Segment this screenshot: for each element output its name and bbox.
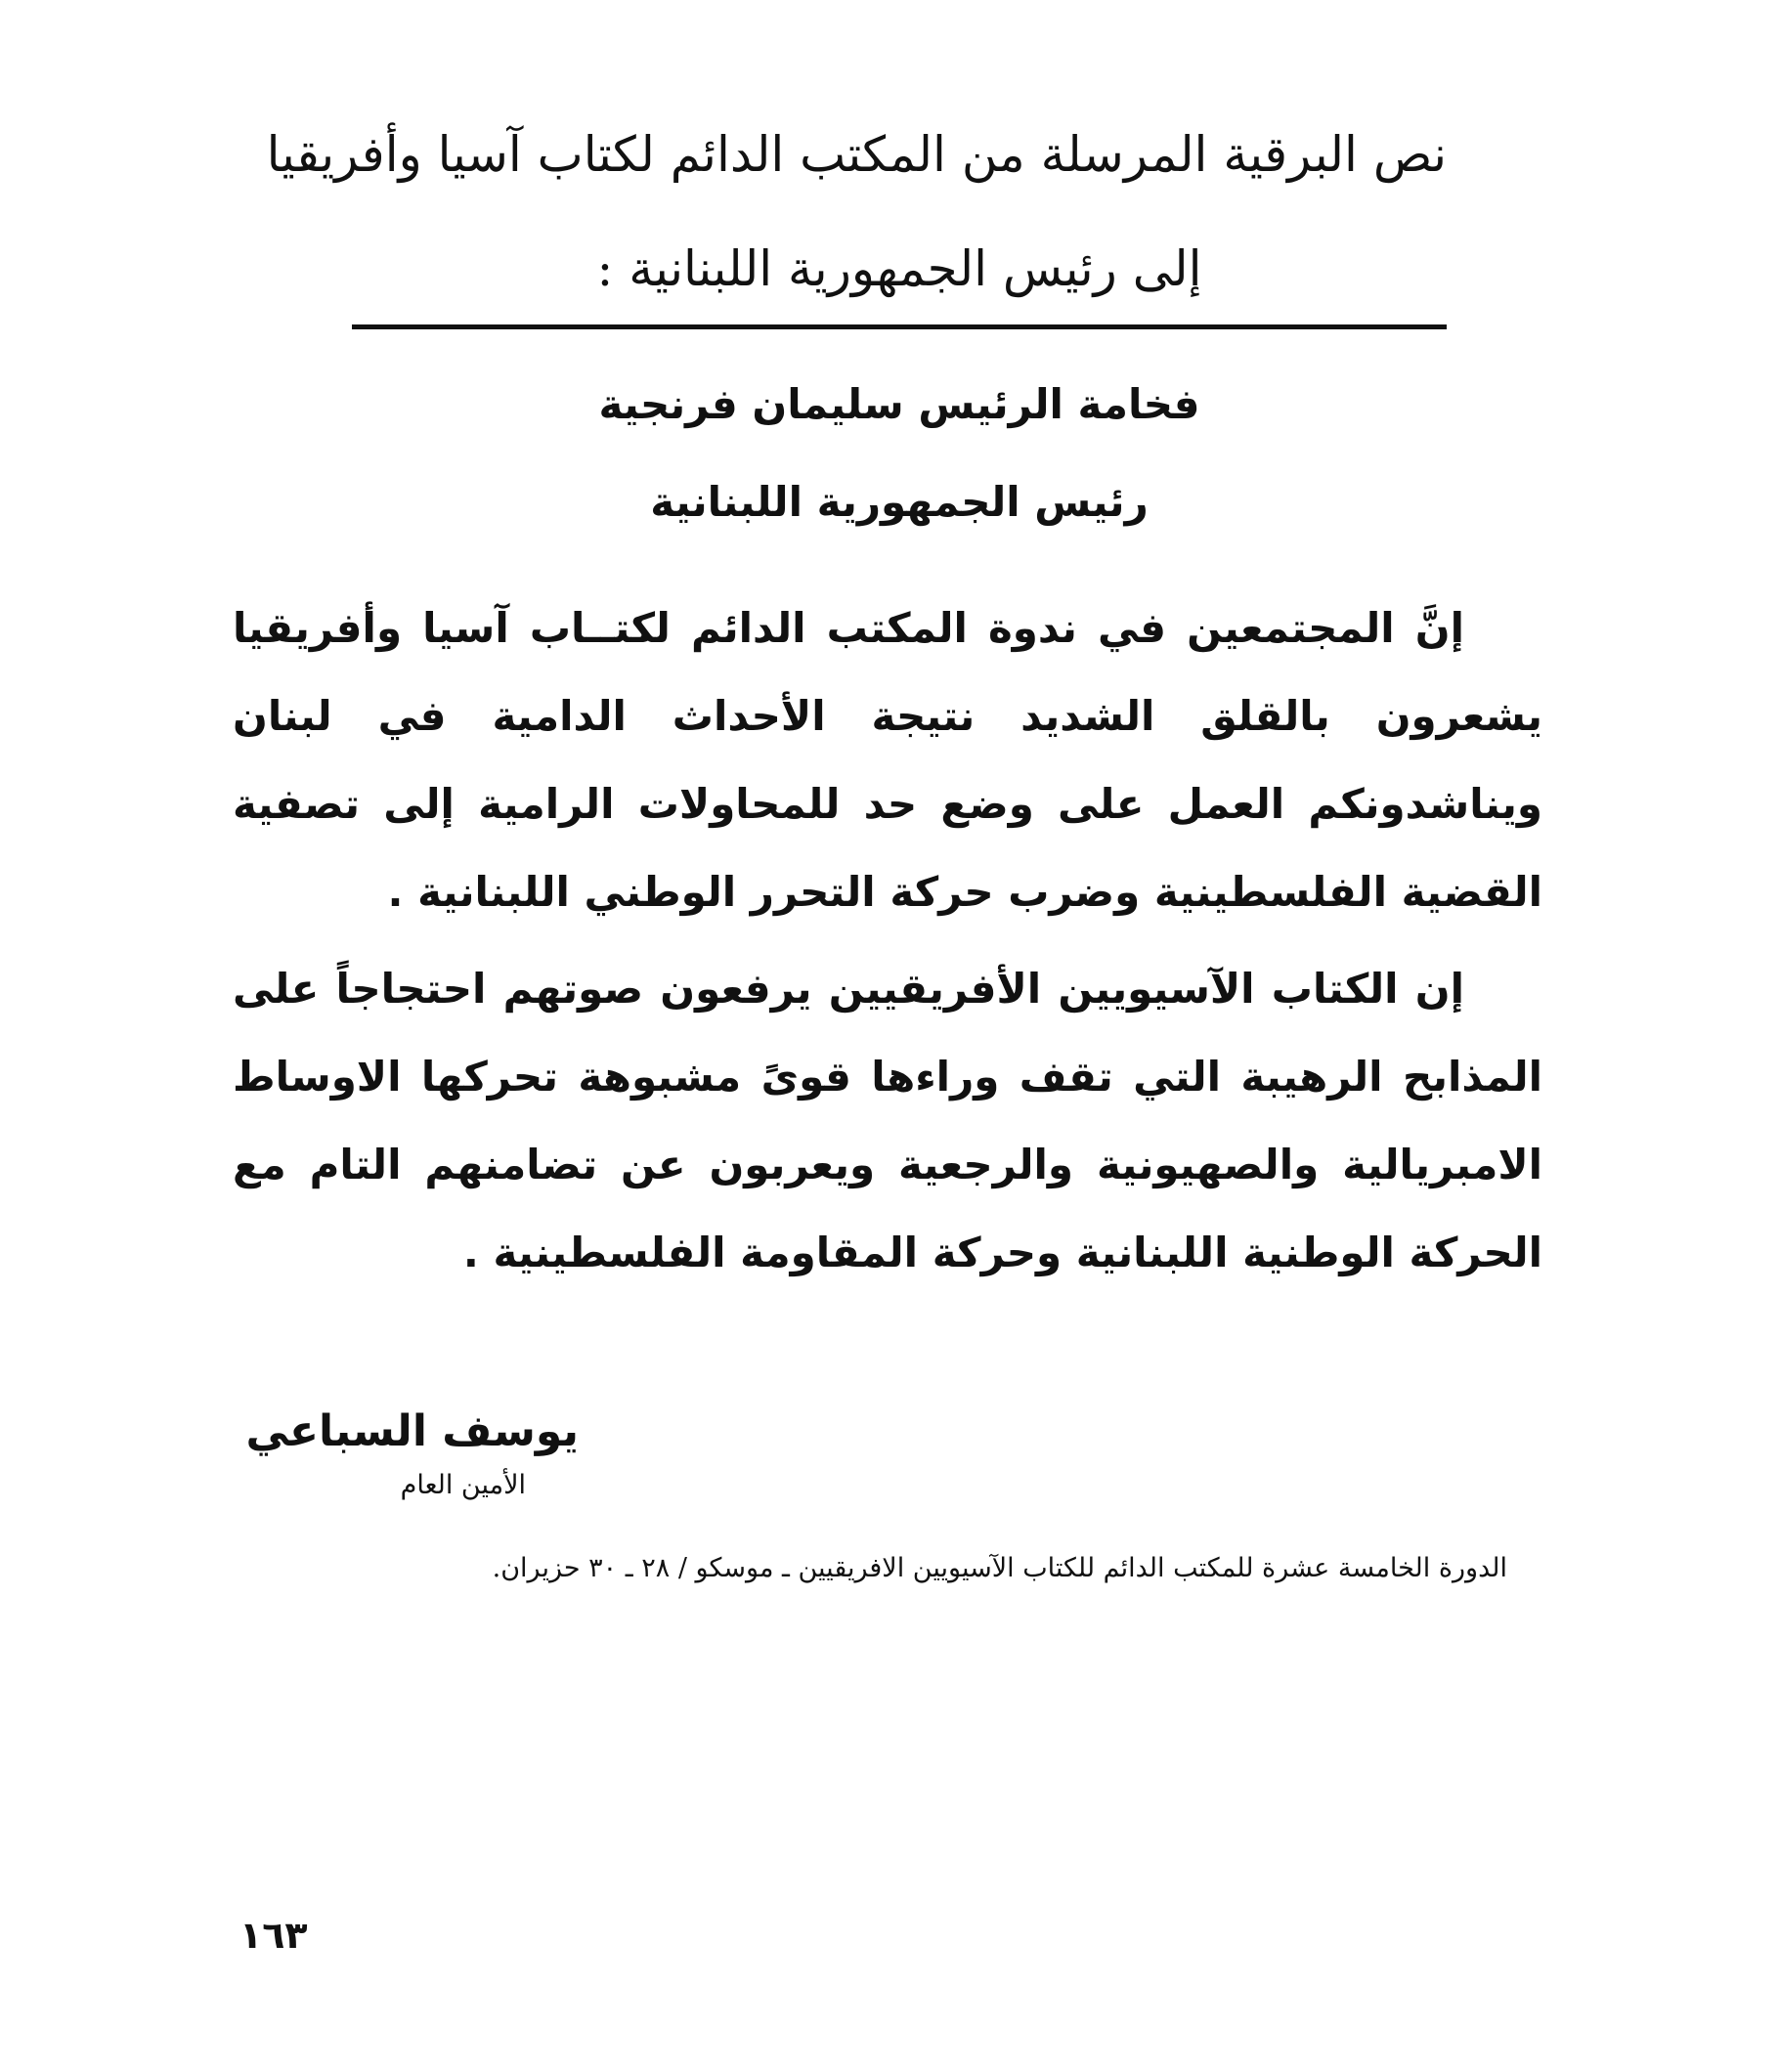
signature-title: الأمين العام xyxy=(400,1470,526,1500)
signature-name: يوسف السباعي xyxy=(245,1406,579,1456)
body-paragraph-1: إنَّ المجتمعين في ندوة المكتب الدائم لكتــاب آسيا وأفريقيا يشعرون بالقلق الشديد نتيجة الأحداث الدامية في لبنان ويناشدونكم العمل على وضع حد للمحاولات الرامية إلى تصفية القضية الفلسطينية وضرب حركة التحرر الوطني اللبنانية . xyxy=(233,604,1542,916)
document-heading-line-2: إلى رئيس الجمهورية اللبنانية : xyxy=(596,240,1202,297)
document-heading-line-1: نص البرقية المرسلة من المكتب الدائم لكتاب آسيا وأفريقيا xyxy=(266,126,1447,183)
salutation-line-2: رئيس الجمهورية اللبنانية xyxy=(650,478,1149,526)
footnote: الدورة الخامسة عشرة للمكتب الدائم للكتاب الآسيويين الافريقيين ـ موسكو / ٢٨ ـ ٣٠ حزيران. xyxy=(492,1553,1507,1583)
heading-divider xyxy=(352,324,1447,329)
body-paragraph-2: إن الكتاب الآسيويين الأفريقيين يرفعون صوتهم احتجاجاً على المذابح الرهيبة التي تقف وراءها قوىً مشبوهة تحركها الاوساط الامبريالية والصهيونية والرجعية ويعربون عن تضامنهم التام مع الحركة الوطنية اللبنانية وحركة المقاومة الفلسطينية . xyxy=(233,965,1542,1276)
page-number: ١٦٣ xyxy=(239,1914,308,1957)
salutation-line-1: فخامة الرئيس سليمان فرنجية xyxy=(598,380,1200,428)
